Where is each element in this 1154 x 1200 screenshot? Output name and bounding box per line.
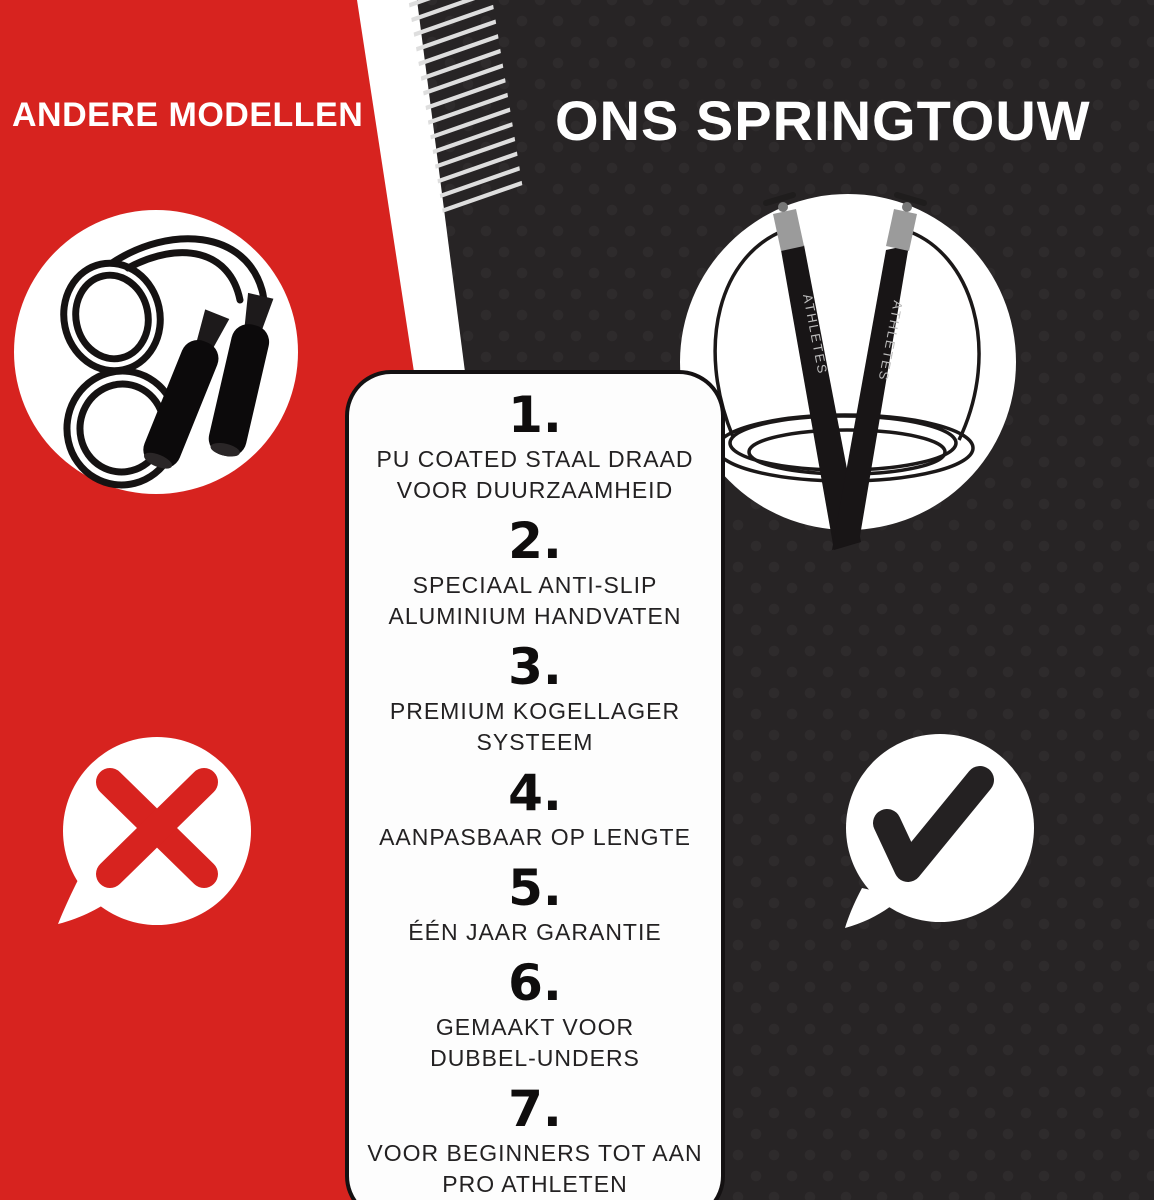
feature-number: 4.: [508, 764, 562, 822]
feature-number: 1.: [508, 386, 562, 444]
feature-item: [430, 954, 640, 1074]
feature-text-line: SPECIAAL ANTI-SLIP: [412, 572, 658, 598]
feature-text-line: PREMIUM KOGELLAGER: [389, 698, 681, 724]
feature-text-line: SYSTEEM: [476, 729, 594, 755]
basic-jump-rope-image: [14, 210, 298, 494]
feature-text-line: ÉÉN JAAR GARANTIE: [408, 919, 662, 945]
feature-text-line: AANPASBAAR OP LENGTE: [379, 824, 691, 850]
feature-item: [388, 512, 682, 632]
feature-text-line: PU COATED STAAL DRAAD: [376, 446, 694, 472]
feature-item: [379, 764, 691, 853]
feature-item: [376, 386, 694, 506]
features-card: [345, 370, 725, 1200]
feature-number: 5.: [508, 859, 562, 917]
feature-text-line: DUBBEL-UNDERS: [430, 1045, 640, 1071]
handle-brand-text: ATHLETES: [875, 299, 906, 383]
speed-rope-image: [680, 194, 1016, 550]
left-panel-title: ANDERE MODELLEN: [12, 96, 364, 134]
feature-number: 6.: [508, 954, 562, 1012]
feature-text-line: GEMAAKT VOOR: [435, 1014, 635, 1040]
feature-item: [367, 1080, 703, 1200]
feature-number: 2.: [508, 512, 562, 570]
handle-brand-text: ATHLETES: [800, 292, 831, 377]
right-panel-title: ONS SPRINGTOUW: [555, 89, 1091, 152]
feature-number: 7.: [508, 1080, 562, 1138]
approval-bubble: [845, 734, 1034, 928]
feature-text-line: VOOR BEGINNERS TOT AAN: [367, 1140, 703, 1166]
feature-text-line: ALUMINIUM HANDVATEN: [388, 603, 682, 629]
feature-number: 3.: [508, 638, 562, 696]
feature-item: [408, 859, 662, 948]
feature-text-line: PRO ATHLETEN: [442, 1171, 628, 1197]
feature-item: [389, 638, 681, 758]
feature-text-line: VOOR DUURZAAMHEID: [396, 477, 674, 503]
